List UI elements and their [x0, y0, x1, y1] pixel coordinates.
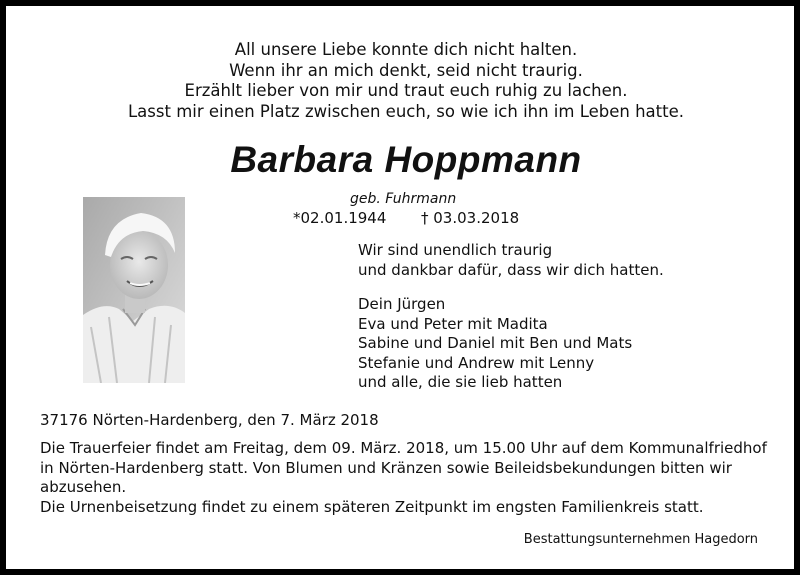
family-member: Eva und Peter mit Madita [358, 314, 548, 333]
portrait-image [83, 197, 185, 383]
birth-date: *02.01.1944 [293, 209, 387, 227]
notice-line: in Nörten-Hardenberg statt. Von Blumen und Kränzen sowie Beileidsbekundungen bitten wir [40, 458, 732, 477]
family-member: Sabine und Daniel mit Ben und Mats [358, 334, 633, 352]
family-member: Stefanie und Andrew mit Lenny [358, 353, 595, 372]
funeral-notice [40, 439, 770, 517]
undertaker-name: Bestattungsunternehmen Hagedorn [523, 532, 758, 547]
place-and-date: 37176 Nörten-Hardenberg, den 7. März 2018 [40, 411, 379, 429]
life-dates [293, 208, 533, 228]
family-member: Dein Jürgen [358, 295, 446, 313]
deceased-name: Barbara Hoppmann [230, 139, 582, 180]
poem-line: Wenn ihr an mich denkt, seid nicht traurig. [229, 60, 583, 80]
family-list [358, 295, 632, 393]
portrait-photo [83, 197, 185, 383]
poem-line: All unsere Liebe konnte dich nicht halten. [234, 40, 578, 59]
poem-line: Lasst mir einen Platz zwischen euch, so wie ich ihn im Leben hatte. [127, 101, 684, 121]
maiden-name: geb. Fuhrmann [350, 191, 457, 207]
death-date: † 03.03.2018 [421, 209, 520, 227]
poem-line: Erzählt lieber von mir und traut euch ruhig zu lachen. [184, 81, 628, 100]
thanks-line: Wir sind unendlich traurig [358, 241, 553, 259]
memorial-poem [6, 40, 800, 122]
thanks-text [358, 241, 664, 280]
notice-line: Die Trauerfeier findet am Freitag, dem 09. März. 2018, um 15.00 Uhr auf dem Kommunalfriedhof [40, 439, 767, 457]
notice-line: abzusehen. [40, 478, 127, 496]
notice-line: Die Urnenbeisetzung findet zu einem späteren Zeitpunkt im engsten Familienkreis statt. [40, 497, 704, 516]
family-member: und alle, die sie lieb hatten [358, 373, 563, 391]
thanks-line: und dankbar dafür, dass wir dich hatten. [358, 260, 664, 279]
